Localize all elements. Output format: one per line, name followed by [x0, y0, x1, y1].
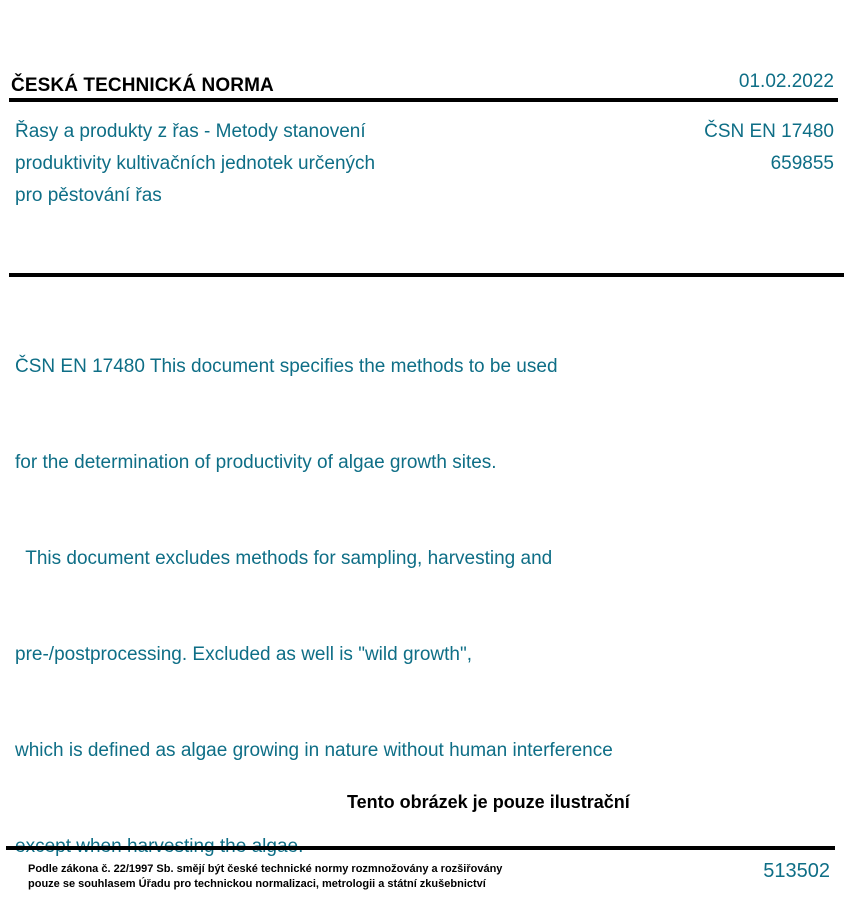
title-line: pro pěstování řas: [15, 185, 162, 206]
legal-line: pouze se souhlasem Úřadu pro technickou normalizaci, metrologii a státní zkušebnictví: [28, 878, 486, 890]
abstract-divider: [9, 273, 844, 277]
catalog-number: 659855: [770, 153, 834, 174]
standard-heading: ČESKÁ TECHNICKÁ NORMA: [11, 75, 274, 96]
standard-number: ČSN EN 17480: [704, 121, 834, 142]
publication-date: 01.02.2022: [738, 71, 834, 92]
abstract-line: ČSN EN 17480 This document specifies the methods to be used: [15, 356, 558, 377]
footer-divider: [6, 846, 835, 850]
legal-line: Podle zákona č. 22/1997 Sb. smějí být české technické normy rozmnožovány a rozšiřovány: [28, 863, 503, 875]
abstract-line: This document excludes methods for sampling, harvesting and: [15, 548, 553, 569]
header-divider: [9, 98, 838, 102]
standard-codes: [704, 116, 834, 180]
document-id: 513502: [763, 860, 830, 882]
abstract-line: pre-/postprocessing. Excluded as well is "wild growth",: [15, 644, 473, 665]
illustration-note: Tento obrázek je pouze ilustrační: [347, 792, 630, 812]
title-line: Řasy a produkty z řas - Metody stanovení: [15, 121, 366, 142]
standard-title: [15, 116, 375, 212]
title-line: produktivity kultivačních jednotek určených: [15, 153, 376, 174]
legal-notice: [28, 862, 502, 892]
abstract-line: which is defined as algae growing in nature without human interference: [15, 740, 613, 761]
abstract-line: for the determination of productivity of algae growth sites.: [15, 452, 497, 473]
